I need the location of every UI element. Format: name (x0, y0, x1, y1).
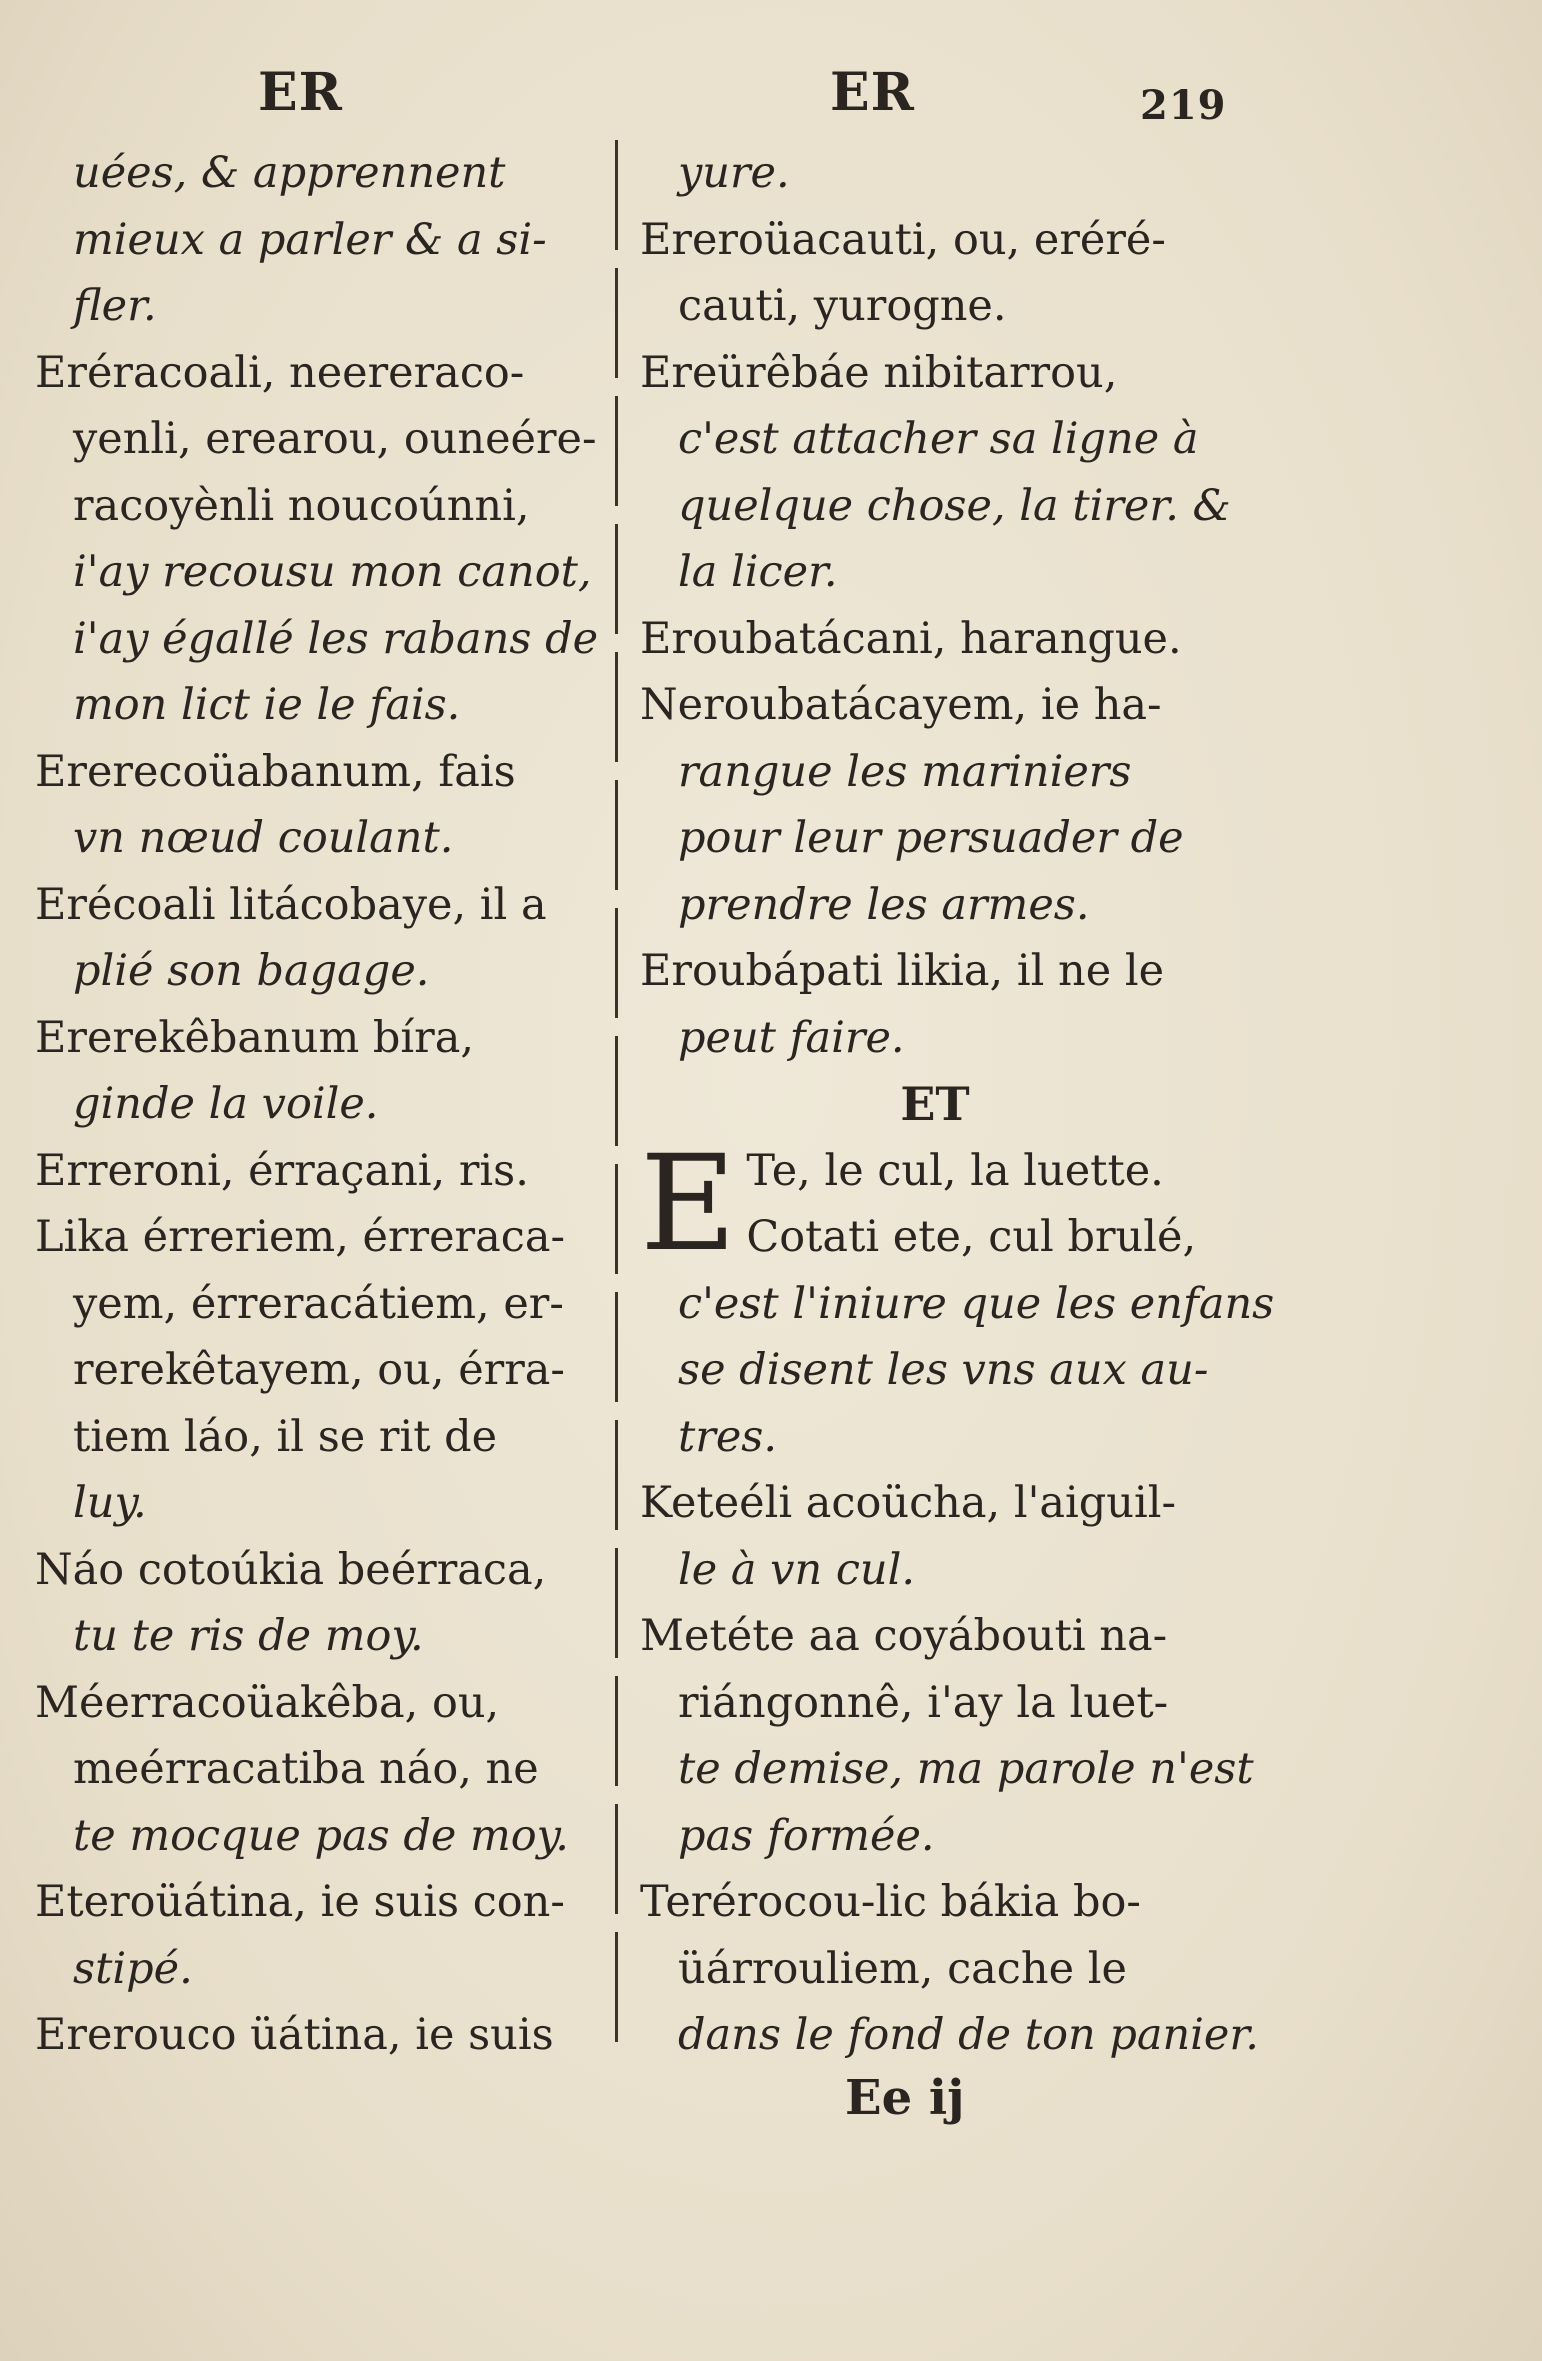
text-line: quelque chose, la tirer. & (678, 480, 1231, 531)
text-line: Neroubatácayem, ie ha- (640, 680, 1162, 730)
text-line: Cotati ete, cul brulé, (746, 1212, 1197, 1262)
text-line: Eteroüátina, ie suis con- (35, 1877, 565, 1927)
right-column (640, 140, 1275, 2069)
text-line: tu te ris de moy. (73, 1611, 424, 1661)
running-head-right: ER (830, 62, 915, 123)
text-line: Metéte aa coyábouti na- (640, 1611, 1168, 1661)
text-line: Erécoali litácobaye, il a (35, 879, 547, 930)
text-line: le à vn cul. (678, 1544, 916, 1595)
text-line: Ererecoüabanum, fais (35, 746, 516, 797)
text-line: yure. (678, 148, 790, 198)
running-head-left: ER (258, 62, 343, 123)
text-line: tiem láo, il se rit de (73, 1411, 498, 1462)
signature-mark: Ee ij (845, 2070, 965, 2126)
text-line: Náo cotoúkia beérraca, (35, 1544, 547, 1595)
text-line: Erreroni, érraçani, ris. (35, 1145, 529, 1196)
text-line: Keteéli acoücha, l'aiguil- (640, 1478, 1177, 1528)
text-line: mieux a parler & a si- (73, 214, 547, 265)
text-line: c'est attacher sa ligne à (678, 414, 1199, 464)
section-heading: ET (900, 1077, 970, 1131)
text-line: Ereürêbáe nibitarrou, (640, 347, 1118, 398)
text-line: Eroubatácani, harangue. (640, 613, 1182, 664)
text-line: vn nœud coulant. (73, 813, 454, 863)
text-line: luy. (73, 1478, 147, 1528)
text-line: riángonnê, i'ay la luet- (678, 1677, 1169, 1728)
text-line: uées, & apprennent (73, 148, 506, 198)
text-line: Lika érreriem, érreraca- (35, 1212, 565, 1262)
text-line: pas formée. (678, 1810, 935, 1861)
text-line: Te, le cul, la luette. (746, 1145, 1164, 1196)
text-line: yem, érreracátiem, er- (73, 1278, 564, 1329)
text-line: te mocque pas de moy. (73, 1810, 569, 1861)
right-column-entries-er (640, 140, 1230, 1071)
text-line: ginde la voile. (73, 1079, 379, 1129)
text-line: meérracatiba náo, ne (73, 1744, 539, 1794)
text-line: fler. (73, 281, 157, 331)
text-line: rerekêtayem, ou, érra- (73, 1345, 565, 1395)
text-line: dans le fond de ton panier. (678, 2010, 1259, 2060)
text-line: pour leur persuader de (678, 813, 1184, 863)
right-column-entries-et (640, 1126, 1275, 2069)
text-line: Ererekêbanum bíra, (35, 1012, 475, 1063)
text-line: peut faire. (678, 1012, 905, 1063)
text-line: Ererouco üátina, ie suis (35, 2010, 554, 2060)
drop-cap: E (640, 1126, 737, 1281)
left-column (35, 140, 599, 2069)
text-line: se disent les vns aux au- (678, 1345, 1209, 1395)
text-line: prendre les armes. (678, 879, 1090, 930)
text-line: c'est l'iniure que les enfans (678, 1278, 1275, 1329)
text-line: te demise, ma parole n'est (678, 1744, 1254, 1794)
text-line: racoyènli noucoúnni, (73, 480, 530, 531)
text-line: Méerracoüakêba, ou, (35, 1677, 500, 1728)
text-line: rangue les mariniers (678, 746, 1132, 797)
text-line: Eroubápati likia, il ne le (640, 946, 1165, 996)
text-line: i'ay égallé les rabans de (73, 613, 599, 664)
text-line: Ereroüacauti, ou, eréré- (640, 214, 1166, 265)
text-line: Eréracoali, neereraco- (35, 347, 525, 398)
text-line: Terérocou-lic bákia bo- (640, 1877, 1141, 1927)
text-line: plié son bagage. (73, 946, 430, 996)
text-line: cauti, yurogne. (678, 281, 1007, 331)
text-line: la licer. (678, 547, 838, 597)
page-number: 219 (1140, 82, 1227, 129)
text-line: i'ay recousu mon canot, (73, 547, 592, 597)
column-divider (615, 140, 618, 2060)
text-line: üárrouliem, cache le (678, 1943, 1127, 1994)
text-line: stipé. (73, 1943, 193, 1994)
text-line: tres. (678, 1411, 778, 1462)
text-line: mon lict ie le fais. (73, 680, 461, 730)
text-line: yenli, erearou, ouneére- (73, 414, 597, 464)
